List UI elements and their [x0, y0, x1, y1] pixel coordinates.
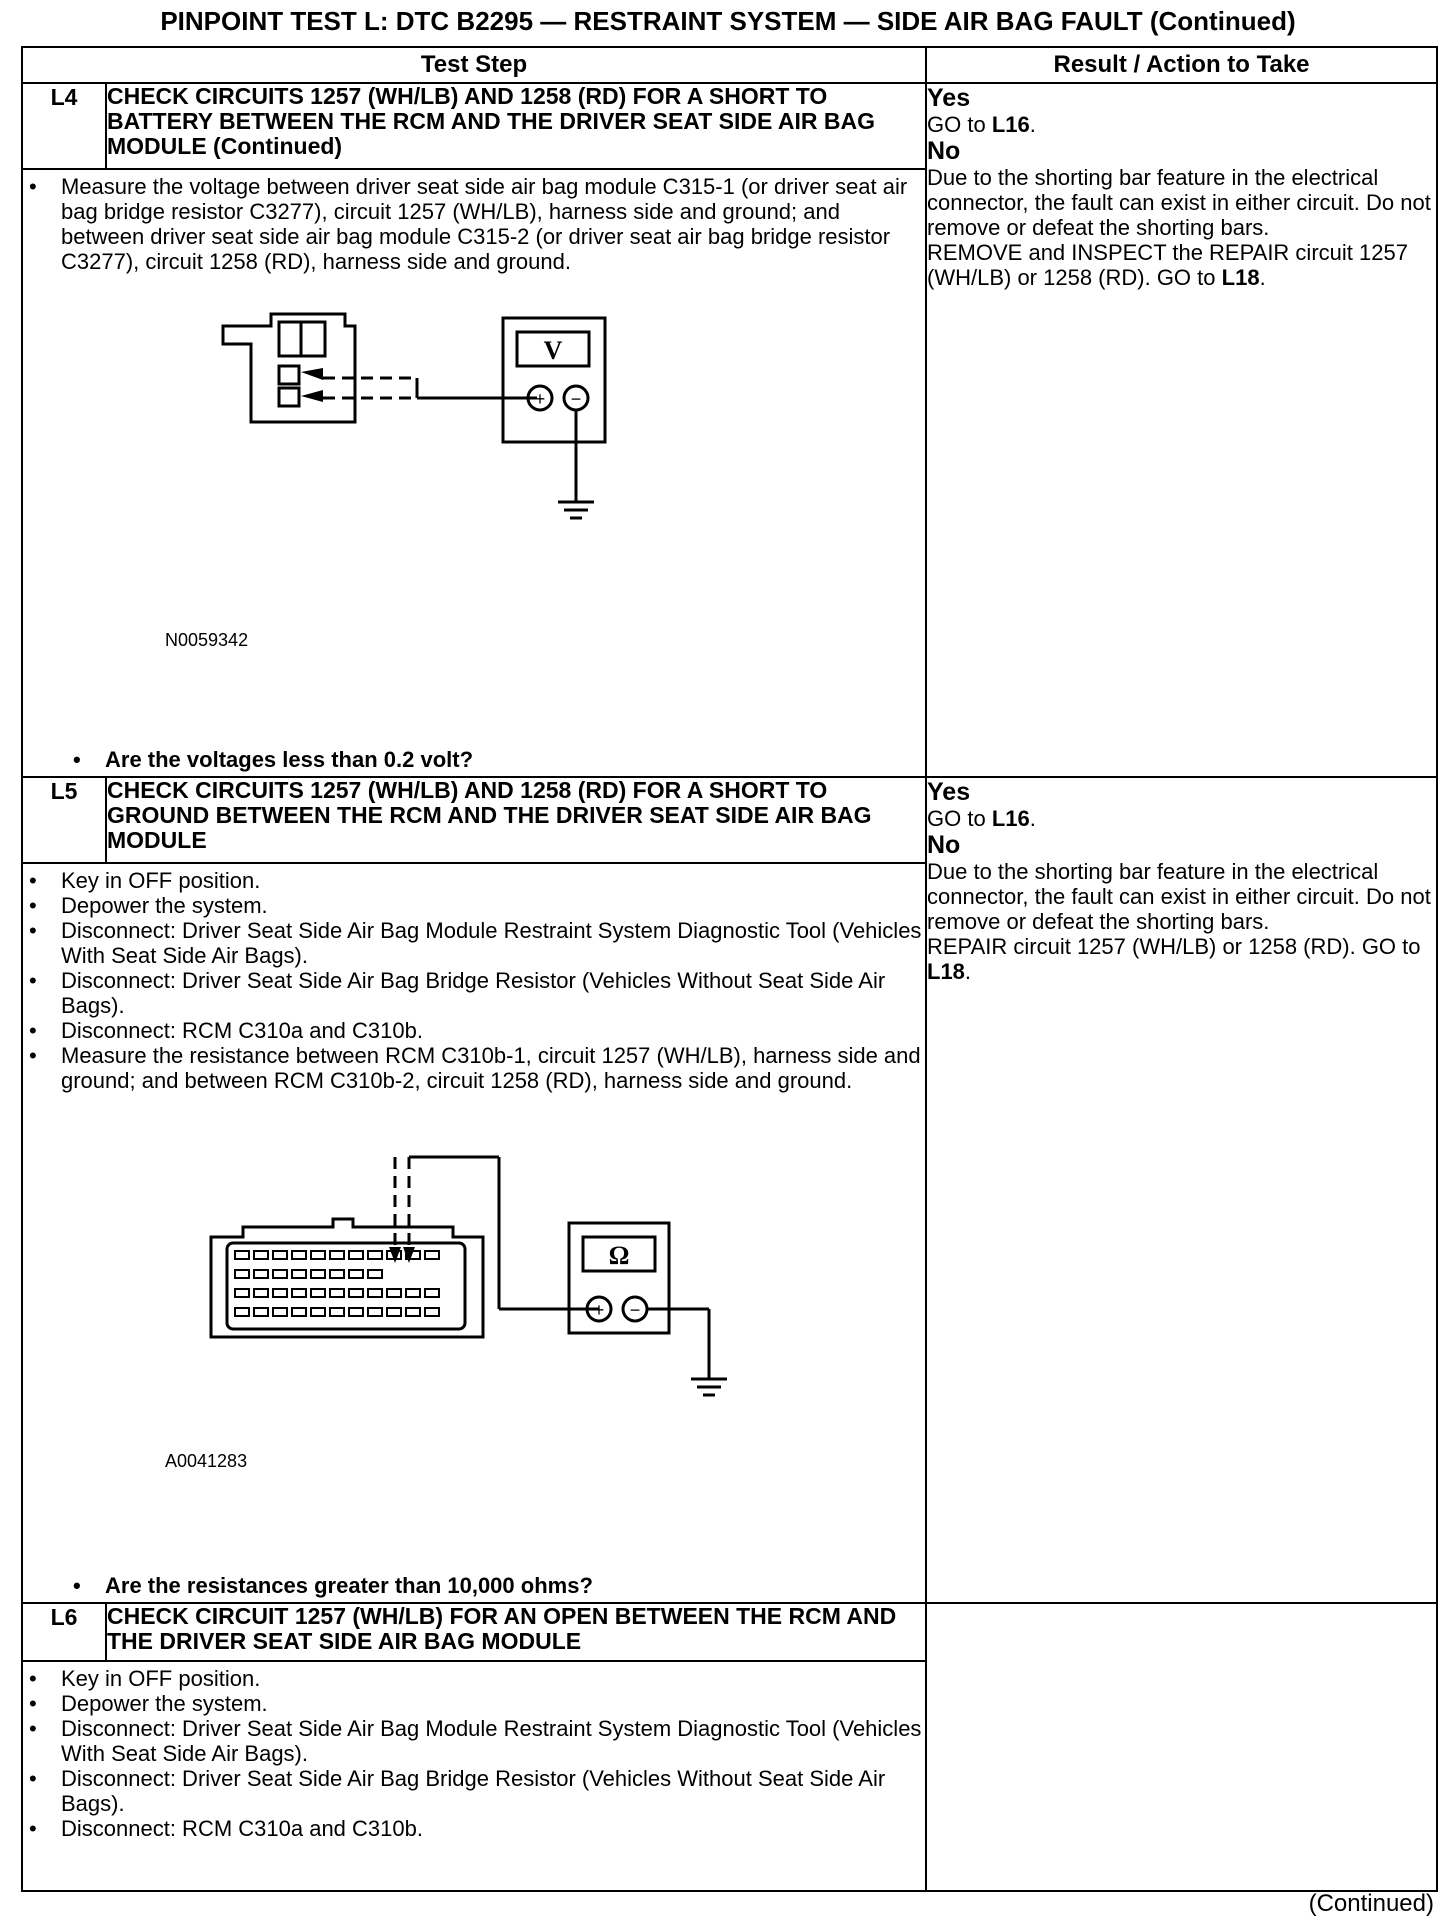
step-l4-result: Yes GO to L16. No Due to the shorting bar feature in the electrical connector, the fault can exist in either circuit. Do not remove or defeat the shorting bars. REMOVE and INSPECT the REPAIR circuit 1257 (WH/LB) or 1258 (RD). GO to L18. [926, 83, 1437, 777]
rcm-pin [273, 1289, 287, 1297]
step-item: • Disconnect: Driver Seat Side Air Bag Bridge Resistor (Vehicles Without Seat Side Air Bags). [61, 968, 925, 1018]
no-action-text: REPAIR circuit 1257 (WH/LB) or 1258 (RD). GO to [927, 934, 1421, 959]
rcm-pin [254, 1251, 268, 1259]
step-l5-list [23, 868, 925, 1093]
rcm-pin [311, 1289, 325, 1297]
rcm-pin [425, 1308, 439, 1316]
rcm-pin [349, 1251, 363, 1259]
rcm-pin [368, 1308, 382, 1316]
no-label: No [927, 831, 961, 859]
step-item: • Key in OFF position. [61, 1666, 925, 1691]
rcm-pin [235, 1251, 249, 1259]
rcm-pin [292, 1289, 306, 1297]
rcm-pin [425, 1289, 439, 1297]
continued-note: (Continued) [1308, 1890, 1434, 1917]
step-id: L4 [22, 83, 106, 169]
rcm-pin [330, 1251, 344, 1259]
minus-symbol: − [570, 389, 582, 409]
rcm-pin [292, 1251, 306, 1259]
rcm-pin [406, 1289, 420, 1297]
plus-symbol: + [593, 1300, 605, 1320]
no-target-link[interactable]: L18 [927, 959, 965, 984]
voltmeter-diagram [23, 304, 823, 634]
step-heading: CHECK CIRCUIT 1257 (WH/LB) FOR AN OPEN BETWEEN THE RCM AND THE DRIVER SEAT SIDE AIR BAG MODULE [106, 1603, 926, 1661]
rcm-pin [311, 1251, 325, 1259]
rcm-pin [235, 1308, 249, 1316]
step-id: L5 [22, 777, 106, 863]
step-l6-list [23, 1666, 925, 1841]
rcm-pin [311, 1308, 325, 1316]
step-item: • Depower the system. [61, 893, 925, 918]
no-text: Due to the shorting bar feature in the electrical connector, the fault can exist in either circuit. Do not remove or defeat the shorting bars. [927, 859, 1431, 934]
step-l6-result [926, 1603, 1437, 1891]
figure-code: A0041283 [165, 1451, 248, 1471]
step-heading: CHECK CIRCUITS 1257 (WH/LB) AND 1258 (RD) FOR A SHORT TO GROUND BETWEEN THE RCM AND THE DRIVER SEAT SIDE AIR BAG MODULE [106, 777, 926, 863]
page-title: PINPOINT TEST L: DTC B2295 — RESTRAINT SYSTEM — SIDE AIR BAG FAULT (Continued) [160, 6, 1296, 36]
rcm-connector-body [211, 1219, 483, 1337]
rcm-pin [273, 1251, 287, 1259]
rcm-pin [330, 1270, 344, 1278]
rcm-pin [368, 1270, 382, 1278]
rcm-pin [330, 1289, 344, 1297]
rcm-pin [406, 1308, 420, 1316]
rcm-pin [349, 1308, 363, 1316]
table-header-row [22, 47, 1437, 83]
step-item: • Disconnect: Driver Seat Side Air Bag Bridge Resistor (Vehicles Without Seat Side Air Bags). [61, 1766, 925, 1816]
rcm-pin [368, 1289, 382, 1297]
rcm-pin [292, 1308, 306, 1316]
step-l4-body [22, 169, 926, 777]
step-item: • Key in OFF position. [61, 868, 925, 893]
step-item: • Measure the voltage between driver seat side air bag module C315-1 (or driver seat air bag bridge resistor C3277), circuit 1257 (WH/LB), harness side and ground; and between driver seat side air bag module C315-2 (or driver seat air bag bridge resistor C3277), circuit 1258 (RD), harness side and ground. [61, 174, 925, 274]
yes-label: Yes [927, 84, 971, 112]
rcm-pin [254, 1308, 268, 1316]
rcm-pin [292, 1270, 306, 1278]
step-l6-heading-row [22, 1603, 1437, 1661]
rcm-pin [311, 1270, 325, 1278]
connector-terminal-1 [279, 366, 299, 384]
step-heading: CHECK CIRCUITS 1257 (WH/LB) AND 1258 (RD) FOR A SHORT TO BATTERY BETWEEN THE RCM AND THE DRIVER SEAT SIDE AIR BAG MODULE (Continued) [106, 83, 926, 169]
step-item: • Disconnect: Driver Seat Side Air Bag Module Restraint System Diagnostic Tool (Vehicles With Seat Side Air Bags). [61, 918, 925, 968]
test-step-header: Test Step [22, 47, 926, 83]
rcm-pin [254, 1289, 268, 1297]
yes-target-link[interactable]: L16 [991, 806, 1030, 831]
rcm-pin [235, 1270, 249, 1278]
step-item: • Measure the resistance between RCM C310b-1, circuit 1257 (WH/LB), harness side and ground; and between RCM C310b-2, circuit 1258 (RD), harness side and ground. [61, 1043, 925, 1093]
connector-terminal-2 [279, 388, 299, 406]
pinpoint-test-table [21, 46, 1438, 1892]
step-question: • Are the resistances greater than 10,000 ohms? [105, 1573, 593, 1598]
rcm-pin [387, 1308, 401, 1316]
step-l5-result: Yes GO to L16. No Due to the shorting bar feature in the electrical connector, the fault can exist in either circuit. Do not remove or defeat the shorting bars. REPAIR circuit 1257 (WH/LB) or 1258 (RD). GO to L18. [926, 777, 1437, 1603]
figure-code: N0059342 [165, 630, 249, 650]
step-l6-body [22, 1661, 926, 1891]
step-item: • Disconnect: Driver Seat Side Air Bag Module Restraint System Diagnostic Tool (Vehicles With Seat Side Air Bags). [61, 1716, 925, 1766]
yes-target-link[interactable]: L16 [991, 112, 1030, 137]
rcm-pin [330, 1308, 344, 1316]
minus-symbol: − [629, 1300, 641, 1320]
rcm-pin [368, 1251, 382, 1259]
step-item: • Depower the system. [61, 1691, 925, 1716]
ohmmeter-diagram [23, 1151, 823, 1451]
no-target-link[interactable]: L18 [1221, 265, 1260, 290]
rcm-pin [273, 1270, 287, 1278]
rcm-pin [349, 1289, 363, 1297]
step-l4-list [23, 174, 925, 274]
result-header: Result / Action to Take [926, 47, 1437, 83]
step-item: • Disconnect: RCM C310a and C310b. [61, 1816, 925, 1841]
rcm-pin [349, 1270, 363, 1278]
step-l5-body [22, 863, 926, 1603]
yes-go-text: GO to [927, 112, 986, 137]
meter-symbol: V [543, 336, 563, 365]
plus-symbol: + [534, 389, 546, 409]
rcm-pin [273, 1308, 287, 1316]
yes-label: Yes [927, 778, 971, 806]
no-text: Due to the shorting bar feature in the electrical connector, the fault can exist in either circuit. Do not remove or defeat the shorting bars. [927, 165, 1431, 240]
no-label: No [927, 137, 961, 165]
rcm-pin [387, 1289, 401, 1297]
step-l4-heading-row [22, 83, 1437, 169]
rcm-pin [254, 1270, 268, 1278]
rcm-pin [235, 1289, 249, 1297]
step-id: L6 [22, 1603, 106, 1661]
step-question: • Are the voltages less than 0.2 volt? [105, 747, 473, 772]
yes-go-text: GO to [927, 806, 986, 831]
no-action-text: REMOVE and INSPECT the REPAIR circuit 1257 (WH/LB) or 1258 (RD). GO to [927, 240, 1408, 290]
step-l5-heading-row [22, 777, 1437, 863]
meter-symbol: Ω [608, 1241, 630, 1270]
step-item: • Disconnect: RCM C310a and C310b. [61, 1018, 925, 1043]
rcm-pin [425, 1251, 439, 1259]
